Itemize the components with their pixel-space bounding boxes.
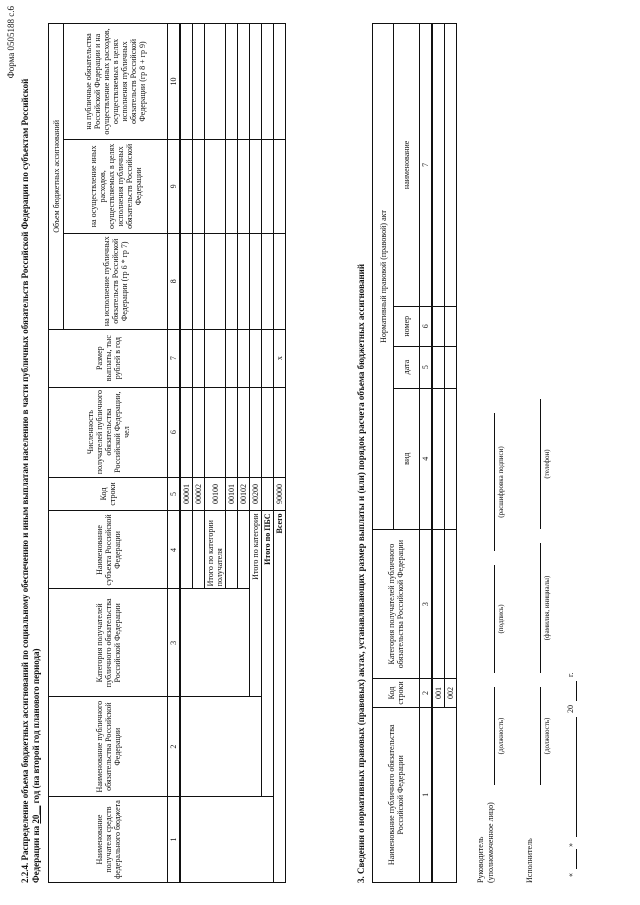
- section-3-title: 3. Сведения о нормативных правовых (правовых) актах, устанавливающих размер выплаты и (или) порядок расчета объема бюджетных ассигнований: [356, 263, 366, 883]
- cell-value[interactable]: [262, 233, 274, 329]
- th3-date: дата: [394, 346, 420, 388]
- cell-value[interactable]: [238, 24, 250, 140]
- col-num: 8: [168, 233, 181, 329]
- cell3-category[interactable]: [432, 529, 445, 678]
- col-num: 2: [168, 697, 181, 797]
- th-exec: на исполнение публичных обязательств Российской Федерации (гр 6 * гр 7): [64, 233, 168, 329]
- cell-value[interactable]: [205, 329, 226, 387]
- executor-name-line[interactable]: [540, 543, 541, 673]
- cell-code: 00001: [180, 477, 193, 511]
- cell-value[interactable]: [205, 233, 226, 329]
- cell3-name[interactable]: [432, 24, 445, 307]
- title-year: 20__: [31, 805, 41, 824]
- head-sublabel: (уполномоченное лицо): [486, 802, 495, 883]
- cell-value[interactable]: [193, 24, 205, 140]
- th-group-volume: Объем бюджетных ассигнований: [49, 24, 64, 330]
- section-224-title-line2: [31, 23, 42, 883]
- cell-value[interactable]: [250, 387, 262, 477]
- cell-obligation[interactable]: [180, 697, 262, 797]
- table-224: [48, 23, 286, 883]
- cell-code: 00200: [250, 477, 262, 511]
- cap-phone: (телефон): [543, 449, 551, 479]
- col-num: 7: [420, 24, 433, 307]
- cell-value[interactable]: [180, 24, 193, 140]
- cell-value[interactable]: [193, 387, 205, 477]
- section-224-title-line1: 2.2.4. Распределение объема бюджетных ассигнований по социальному обеспечению и иным выплатам населению в части публичных обязательств Российской Федерации по субъектам Российской: [20, 78, 30, 883]
- table-row: [432, 24, 445, 883]
- table-row: [180, 24, 193, 883]
- cell-value[interactable]: [238, 329, 250, 387]
- col-num: 1: [168, 797, 181, 883]
- cell-value[interactable]: [180, 329, 193, 387]
- cell-value[interactable]: [205, 387, 226, 477]
- th3-category: Категория получателей публичного обязательства Российской Федерации: [373, 529, 420, 678]
- total-by-category-short: Итого по категории: [250, 511, 262, 697]
- col-number-row: [420, 24, 433, 883]
- cell-code: 00002: [193, 477, 205, 511]
- cell-value[interactable]: [262, 387, 274, 477]
- title-fed-label: Федерации на: [31, 825, 41, 883]
- form-code: Форма 0505188 с.6: [6, 6, 16, 79]
- total-by-category-label: Итого по категории получателя: [205, 511, 226, 589]
- th3-code: Код строки: [373, 679, 420, 707]
- date-year-line[interactable]: [576, 681, 577, 701]
- head-decode-line[interactable]: [494, 413, 495, 551]
- cell-code: 00101: [226, 477, 238, 511]
- th-code: Код строки: [49, 477, 168, 511]
- cell3-kind[interactable]: [432, 388, 445, 529]
- cell-value[interactable]: [205, 24, 226, 140]
- cell-value[interactable]: [262, 329, 274, 387]
- col-num: 6: [168, 387, 181, 477]
- col-num: 5: [168, 477, 181, 511]
- col-num: 4: [420, 388, 433, 529]
- cell3-date[interactable]: [445, 346, 457, 388]
- cell-value[interactable]: [193, 329, 205, 387]
- col-num: 9: [168, 139, 181, 233]
- col-num: 6: [420, 306, 433, 346]
- cell-value[interactable]: [226, 387, 238, 477]
- th3-kind: вид: [394, 388, 420, 529]
- cell-value[interactable]: [262, 24, 274, 140]
- th-recipient: Наименование получателя средств федерального бюджета: [49, 797, 168, 883]
- head-label: Руководитель: [476, 836, 485, 883]
- date-quote-close: »: [566, 843, 575, 847]
- cell3-date[interactable]: [432, 346, 445, 388]
- cell-value[interactable]: [274, 233, 286, 329]
- th-payment: Размер выплаты, тыс рублей в год: [49, 329, 168, 387]
- cell3-kind[interactable]: [445, 388, 457, 529]
- th3-name: наименование: [394, 24, 420, 307]
- cap-decode: (расшифровка подписи): [497, 446, 505, 518]
- date-quote-open: «: [566, 873, 575, 877]
- cell3-code: 001: [432, 679, 445, 707]
- col-num: 5: [420, 346, 433, 388]
- cell-value[interactable]: [250, 233, 262, 329]
- executor-label: Исполнитель: [525, 838, 534, 883]
- table-row: [262, 24, 274, 883]
- th3-number: номер: [394, 306, 420, 346]
- cell-subject[interactable]: [180, 511, 193, 589]
- head-position-line[interactable]: [494, 687, 495, 785]
- cell-value[interactable]: [226, 233, 238, 329]
- cap-position-2: (должность): [543, 717, 551, 755]
- cell-value[interactable]: [274, 24, 286, 140]
- cell-category[interactable]: [180, 589, 250, 697]
- col-num: 1: [420, 707, 433, 882]
- total-by-pbs: Итого по ПБС: [262, 511, 274, 797]
- cap-position: (должность): [497, 717, 505, 755]
- date-line: [566, 643, 580, 883]
- date-day-line[interactable]: [576, 849, 577, 869]
- th3-obligation: Наименование публичного обязательства Российской Федерации: [373, 707, 420, 882]
- cell-value[interactable]: [238, 233, 250, 329]
- col-num: 10: [168, 24, 181, 140]
- cell-value[interactable]: [180, 387, 193, 477]
- col-num: 4: [168, 511, 181, 589]
- cell-value[interactable]: [238, 387, 250, 477]
- date-month-line[interactable]: [576, 717, 577, 837]
- cell-value[interactable]: [226, 24, 238, 140]
- cell-subject[interactable]: [193, 511, 205, 589]
- th-total: на публичные обязательства Российской Федерации и на осуществление иных расходов, осуществляемых в целях исполнения публичных обязательств Российской Федерации (гр 8 + гр 9): [64, 24, 168, 140]
- cell-value[interactable]: [262, 139, 274, 233]
- th-category: Категория получателей публичного обязательства Российской Федерации: [49, 589, 168, 697]
- cell-value[interactable]: [226, 139, 238, 233]
- cell3-obligation[interactable]: [432, 707, 457, 882]
- cell-value[interactable]: [180, 139, 193, 233]
- cell-code: 00102: [238, 477, 250, 511]
- cell-value[interactable]: [274, 139, 286, 233]
- cell-code: 90000: [274, 477, 286, 511]
- table-row: [274, 24, 286, 883]
- head-signature-label: [476, 802, 496, 883]
- cell-value[interactable]: [193, 233, 205, 329]
- cell-value[interactable]: [250, 139, 262, 233]
- cell3-name[interactable]: [445, 24, 457, 307]
- cell-code-empty: [262, 477, 274, 511]
- cap-name: (фамилия, инициалы): [543, 575, 551, 641]
- cell-value[interactable]: [250, 329, 262, 387]
- cell-value[interactable]: [205, 139, 226, 233]
- table-3: [372, 23, 457, 883]
- cell-subject[interactable]: [226, 511, 238, 589]
- x-mark: х: [274, 329, 286, 387]
- cell-code: 00100: [205, 477, 226, 511]
- th3-group-act: Нормативный правовой (правовой) акт: [373, 24, 394, 530]
- cell3-code: 002: [445, 679, 457, 707]
- col-num: 2: [420, 679, 433, 707]
- cell-value[interactable]: [238, 139, 250, 233]
- title-period: год (на второй год планового периода): [31, 648, 41, 804]
- col-number-row: [168, 24, 181, 883]
- executor-position-line[interactable]: [540, 687, 541, 785]
- cell-value[interactable]: [226, 329, 238, 387]
- section-224-title: [20, 23, 42, 883]
- cell3-number[interactable]: [445, 306, 457, 346]
- cell-subject[interactable]: [238, 511, 250, 589]
- th-obligation: Наименование публичного обязательства Российской Федерации: [49, 697, 168, 797]
- date-suffix: г.: [566, 672, 575, 677]
- cell-value[interactable]: [250, 24, 262, 140]
- th-count: Численность получателей публичного обязательства Российской Федерации, чел: [49, 387, 168, 477]
- cap-signature: (подпись): [497, 604, 505, 634]
- head-signature-line[interactable]: [494, 565, 495, 673]
- cell3-number[interactable]: [432, 306, 445, 346]
- col-num: 7: [168, 329, 181, 387]
- col-num: 3: [420, 529, 433, 678]
- cell-value[interactable]: [274, 387, 286, 477]
- th-other: на осуществление иных расходов, осуществляемых в целях исполнения публичных обязательств Российской Федерации: [64, 139, 168, 233]
- col-num: 3: [168, 589, 181, 697]
- cell-value[interactable]: [193, 139, 205, 233]
- cell-value[interactable]: [180, 233, 193, 329]
- date-century: 20: [566, 705, 575, 713]
- th-subject: Наименование субъекта Российской Федерации: [49, 511, 168, 589]
- cell3-category[interactable]: [445, 529, 457, 678]
- executor-phone-line[interactable]: [540, 399, 541, 529]
- total-all: Всего: [274, 511, 286, 883]
- cell-recipient[interactable]: [180, 797, 274, 883]
